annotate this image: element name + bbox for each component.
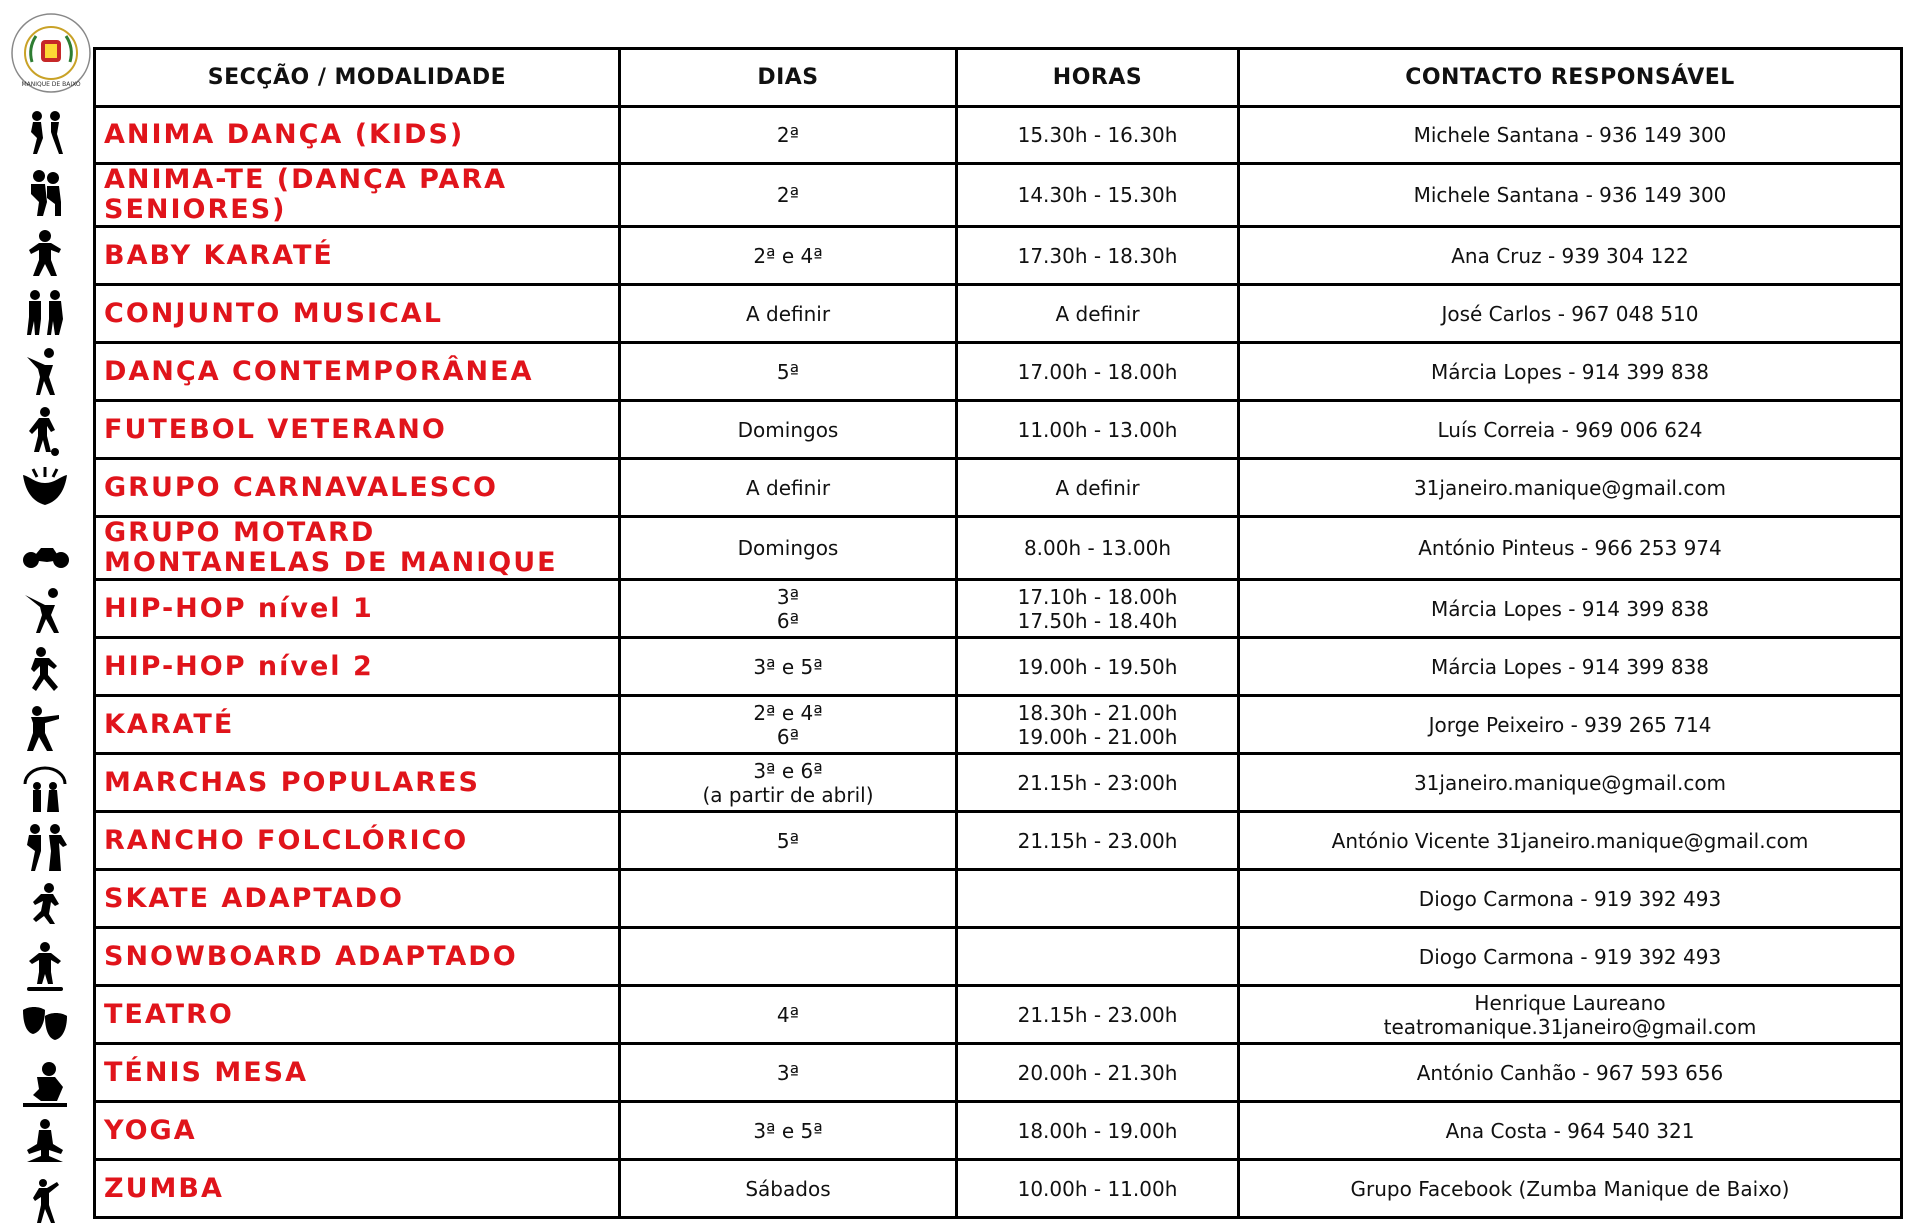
hours-cell: 20.00h - 21.30h (957, 1044, 1239, 1102)
hours-cell: 21.15h - 23.00h (957, 812, 1239, 870)
skater-icon (14, 879, 76, 937)
days-cell: 2ª (620, 164, 957, 227)
days-cell: 3ª (620, 1044, 957, 1102)
days-cell: A definir (620, 459, 957, 517)
table-row (95, 1044, 1902, 1102)
contact-cell (1239, 986, 1902, 1044)
senior-dancers-icon (14, 163, 76, 225)
contact-cell: Michele Santana - 936 149 300 (1239, 164, 1902, 227)
section-name: FUTEBOL VETERANO (95, 401, 620, 459)
section-name: GRUPO MOTARD MONTANELAS DE MANIQUE (95, 517, 620, 580)
contact-cell: António Canhão - 967 593 656 (1239, 1044, 1902, 1102)
table-row (95, 517, 1902, 580)
header-days: DIAS (620, 49, 957, 107)
days-cell: 5ª (620, 343, 957, 401)
hours-cell: 8.00h - 13.00h (957, 517, 1239, 580)
breakdancer-icon (14, 643, 76, 701)
section-name: ZUMBA (95, 1160, 620, 1218)
hours-cell-line: 19.00h - 21.00h (1017, 724, 1178, 749)
days-cell: Sábados (620, 1160, 957, 1218)
hours-cell: 15.30h - 16.30h (957, 107, 1239, 164)
hours-cell (957, 928, 1239, 986)
section-name: TÉNIS MESA (95, 1044, 620, 1102)
days-cell-line: 3ª e 6ª (753, 758, 823, 783)
hours-cell (957, 580, 1239, 638)
football-player-icon (14, 403, 76, 461)
contact-cell: Diogo Carmona - 919 392 493 (1239, 870, 1902, 928)
contact-cell: Michele Santana - 936 149 300 (1239, 107, 1902, 164)
band-musicians-icon (14, 285, 76, 343)
contact-cell: António Pinteus - 966 253 974 (1239, 517, 1902, 580)
header-contact: CONTACTO RESPONSÁVEL (1239, 49, 1902, 107)
contemporary-dancer-icon (14, 344, 76, 402)
days-cell (620, 754, 957, 812)
section-name: SKATE ADAPTADO (95, 870, 620, 928)
table-row (95, 343, 1902, 401)
hours-cell: 17.30h - 18.30h (957, 227, 1239, 285)
table-row (95, 754, 1902, 812)
hours-cell-line: 17.50h - 18.40h (1017, 608, 1178, 633)
carnival-mask-icon (14, 462, 76, 520)
section-name: GRUPO CARNAVALESCO (95, 459, 620, 517)
table-row (95, 459, 1902, 517)
karate-fighter-icon (14, 702, 76, 760)
table-row (95, 638, 1902, 696)
days-cell: 3ª e 5ª (620, 1102, 957, 1160)
hours-cell: 17.00h - 18.00h (957, 343, 1239, 401)
table-row (95, 401, 1902, 459)
days-cell-line: 6ª (776, 724, 800, 749)
section-name: RANCHO FOLCLÓRICO (95, 812, 620, 870)
motorcycle-icon (14, 521, 76, 583)
days-cell (620, 580, 957, 638)
svg-text:MANIQUE DE BAIXO: MANIQUE DE BAIXO (21, 81, 81, 88)
section-name: HIP-HOP nível 1 (95, 580, 620, 638)
theatre-masks-icon (14, 997, 76, 1055)
days-cell: 2ª (620, 107, 957, 164)
section-name: TEATRO (95, 986, 620, 1044)
hours-cell: 11.00h - 13.00h (957, 401, 1239, 459)
contact-cell: Luís Correia - 969 006 624 (1239, 401, 1902, 459)
zumba-dancer-icon (14, 1174, 76, 1232)
contact-cell: Ana Costa - 964 540 321 (1239, 1102, 1902, 1160)
table-row (95, 928, 1902, 986)
table-row (95, 1102, 1902, 1160)
table-row (95, 164, 1902, 227)
snowboarder-icon (14, 938, 76, 996)
contact-cell: Márcia Lopes - 914 399 838 (1239, 580, 1902, 638)
section-name: BABY KARATÉ (95, 227, 620, 285)
hours-cell: 14.30h - 15.30h (957, 164, 1239, 227)
hours-cell: 18.00h - 19.00h (957, 1102, 1239, 1160)
days-cell: 2ª e 4ª (620, 227, 957, 285)
contact-cell: Grupo Facebook (Zumba Manique de Baixo) (1239, 1160, 1902, 1218)
yoga-pose-icon (14, 1115, 76, 1173)
folk-dancers-icon (14, 820, 76, 878)
days-cell: 4ª (620, 986, 957, 1044)
section-name: ANIMA-TE (DANÇA PARA SENIORES) (95, 164, 620, 227)
days-cell: 5ª (620, 812, 957, 870)
days-cell: Domingos (620, 401, 957, 459)
header-hours: HORAS (957, 49, 1239, 107)
contact-cell-line: Henrique Laureano (1474, 990, 1666, 1015)
section-name: DANÇA CONTEMPORÂNEA (95, 343, 620, 401)
days-cell (620, 928, 957, 986)
table-row (95, 1160, 1902, 1218)
hours-cell: 10.00h - 11.00h (957, 1160, 1239, 1218)
hours-cell: 21.15h - 23:00h (957, 754, 1239, 812)
section-name: YOGA (95, 1102, 620, 1160)
table-row (95, 696, 1902, 754)
days-cell: A definir (620, 285, 957, 343)
table-row (95, 870, 1902, 928)
hours-cell (957, 696, 1239, 754)
days-cell (620, 870, 957, 928)
hours-cell: A definir (957, 285, 1239, 343)
marchas-arch-icon (14, 761, 76, 819)
days-cell-line: (a partir de abril) (702, 782, 874, 807)
table-row (95, 285, 1902, 343)
contact-cell: 31janeiro.manique@gmail.com (1239, 754, 1902, 812)
table-row (95, 580, 1902, 638)
contact-cell: António Vicente 31janeiro.manique@gmail.com (1239, 812, 1902, 870)
kid-karate-icon (14, 226, 76, 284)
contact-cell: 31janeiro.manique@gmail.com (1239, 459, 1902, 517)
section-name: MARCHAS POPULARES (95, 754, 620, 812)
contact-cell: Diogo Carmona - 919 392 493 (1239, 928, 1902, 986)
days-cell-line: 3ª (776, 584, 800, 609)
table-row (95, 227, 1902, 285)
days-cell: Domingos (620, 517, 957, 580)
section-name: KARATÉ (95, 696, 620, 754)
hiphop-dancer-icon (14, 584, 76, 642)
hours-cell-line: 17.10h - 18.00h (1017, 584, 1178, 609)
hours-cell: 19.00h - 19.50h (957, 638, 1239, 696)
hours-cell: A definir (957, 459, 1239, 517)
contact-cell: Márcia Lopes - 914 399 838 (1239, 638, 1902, 696)
days-cell (620, 696, 957, 754)
activities-schedule-table (93, 47, 1903, 1219)
days-cell: 3ª e 5ª (620, 638, 957, 696)
hours-cell: 21.15h - 23.00h (957, 986, 1239, 1044)
days-cell-line: 2ª e 4ª (753, 700, 823, 725)
hours-cell (957, 870, 1239, 928)
table-header-row (95, 49, 1902, 107)
contact-cell: Márcia Lopes - 914 399 838 (1239, 343, 1902, 401)
section-name: HIP-HOP nível 2 (95, 638, 620, 696)
contact-cell: Ana Cruz - 939 304 122 (1239, 227, 1902, 285)
table-row (95, 107, 1902, 164)
contact-cell: Jorge Peixeiro - 939 265 714 (1239, 696, 1902, 754)
table-row (95, 986, 1902, 1044)
section-name: SNOWBOARD ADAPTADO (95, 928, 620, 986)
section-name: CONJUNTO MUSICAL (95, 285, 620, 343)
hours-cell-line: 18.30h - 21.00h (1017, 700, 1178, 725)
table-row (95, 812, 1902, 870)
club-logo (10, 12, 92, 94)
days-cell-line: 6ª (776, 608, 800, 633)
dancing-couple-icon (14, 105, 76, 162)
contact-cell-line: teatromanique.31janeiro@gmail.com (1383, 1014, 1757, 1039)
table-tennis-player-icon (14, 1056, 76, 1114)
contact-cell: José Carlos - 967 048 510 (1239, 285, 1902, 343)
header-section: SECÇÃO / MODALIDADE (95, 49, 620, 107)
section-name: ANIMA DANÇA (KIDS) (95, 107, 620, 164)
